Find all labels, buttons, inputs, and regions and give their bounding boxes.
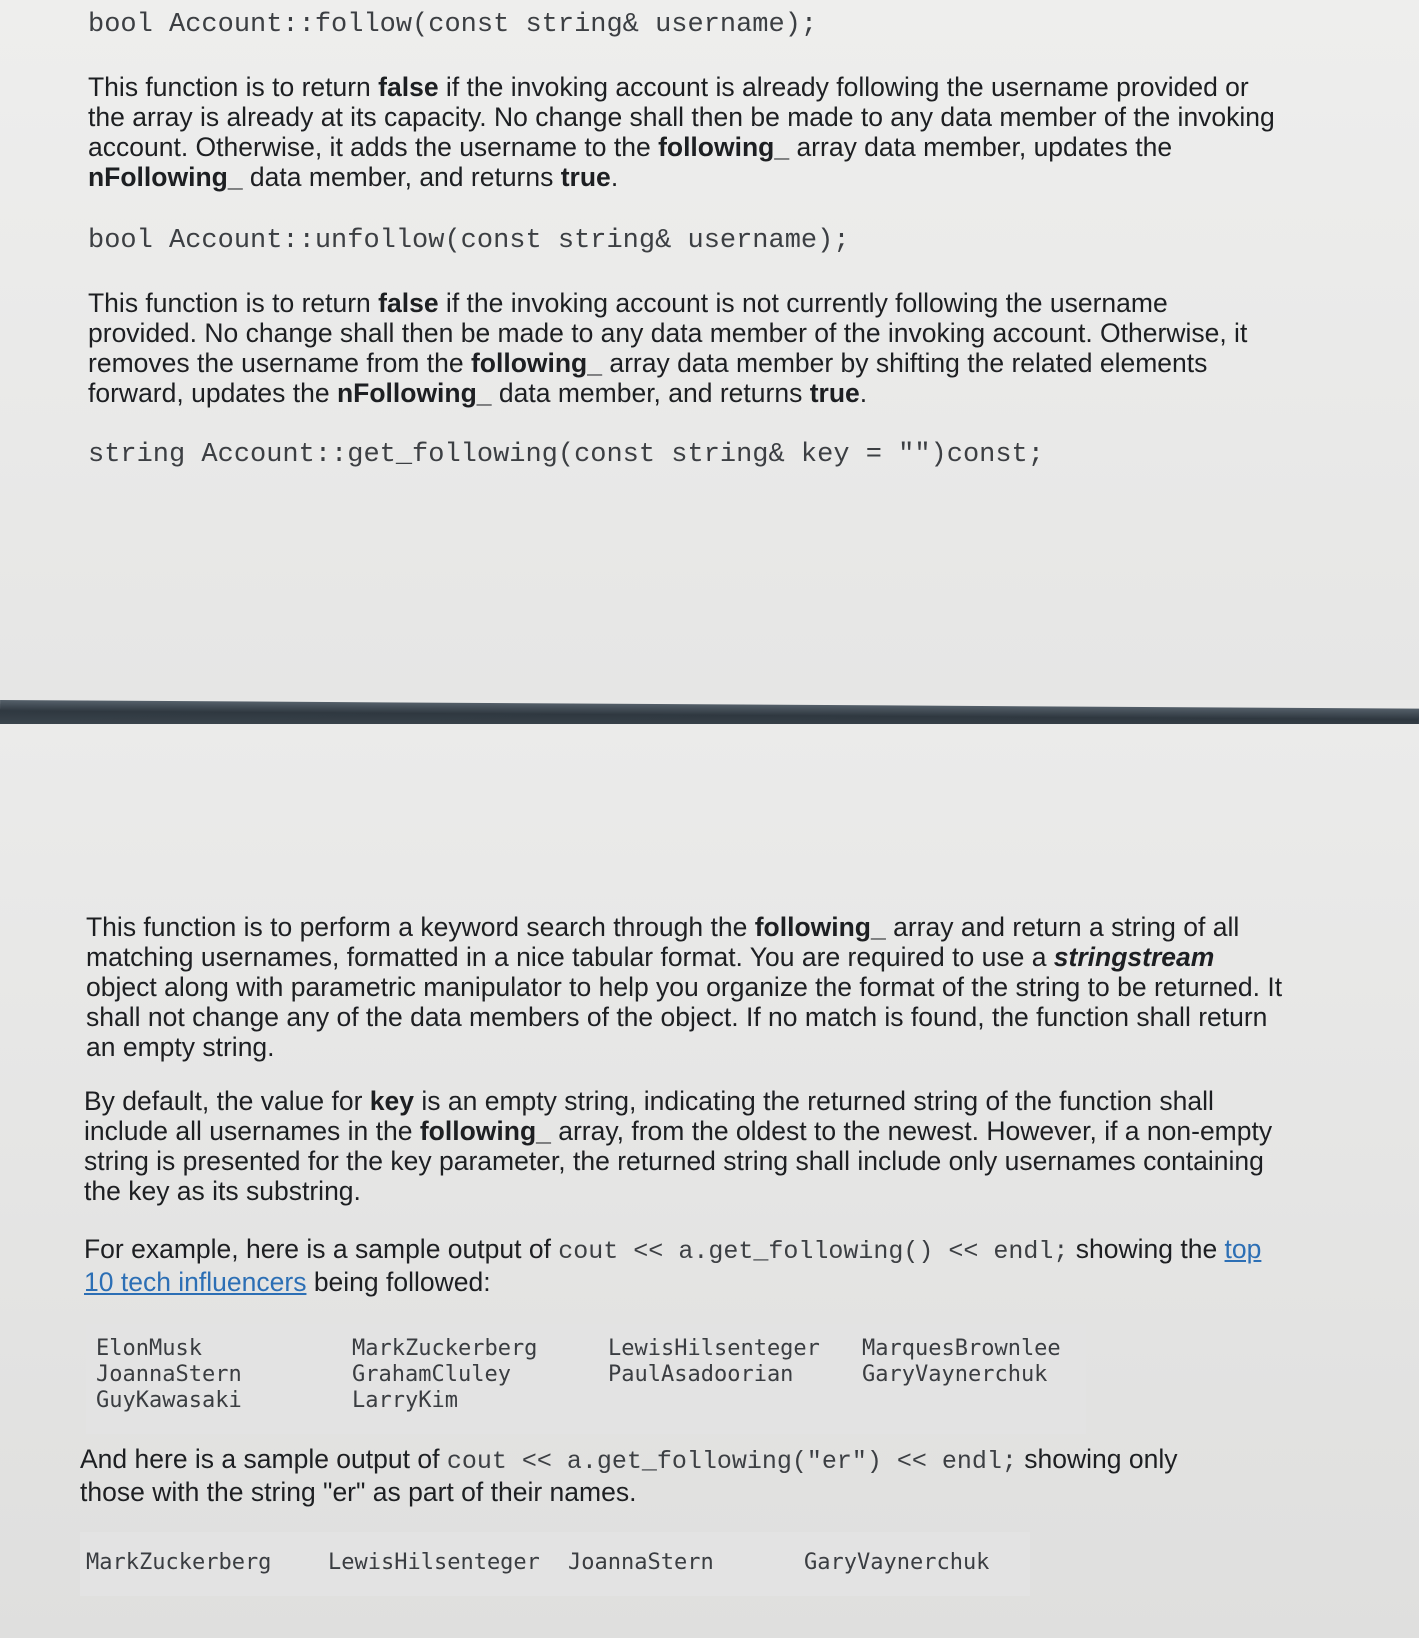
sample-output-all xyxy=(86,1324,1086,1434)
sample-output-filtered xyxy=(80,1532,1030,1596)
bottom-document-pane xyxy=(0,724,1419,1638)
sample-column-3 xyxy=(608,1336,820,1388)
username-cell: GaryVaynerchuk xyxy=(862,1362,1048,1387)
username-cell: LewisHilsenteger xyxy=(328,1550,540,1575)
top-10-influencers-link[interactable]: top 10 tech influencers xyxy=(84,1234,1262,1297)
get-following-signature: string Account::get_following(const string& key = "")const; xyxy=(88,440,1044,470)
sample-column-4 xyxy=(862,1336,1061,1388)
filtered-example-intro: And here is a sample output of cout << a.get_following("er") << endl; showing only those with the string "er" as part of their names. xyxy=(80,1444,1178,1507)
username-cell: PaulAsadoorian xyxy=(608,1362,794,1387)
username-cell: LewisHilsenteger xyxy=(608,1336,820,1361)
username-cell: JoannaStern xyxy=(96,1362,242,1387)
username-cell: GaryVaynerchuk xyxy=(804,1550,990,1575)
follow-signature: bool Account::follow(const string& username); xyxy=(88,10,818,40)
username-cell: JoannaStern xyxy=(568,1550,714,1575)
follow-description: This function is to return false if the invoking account is already following the username provided or the array is already at its capacity. No change shall then be made to any data member of the invoking account. Otherwise, it adds the username to the following_ array data member, updates the nFollowing_ data member, and returns true. xyxy=(88,72,1275,192)
get-following-description: This function is to perform a keyword search through the following_ array and return a string of all matching usernames, formatted in a nice tabular format. You are required to use a stringstream object along with parametric manipulator to help you organize the format of the string to be returned. It shall not change any of the data members of the object. If no match is found, the function shall return an empty string. xyxy=(86,912,1283,1062)
username-cell: MarkZuckerberg xyxy=(86,1550,272,1575)
unfollow-signature: bool Account::unfollow(const string& username); xyxy=(88,226,850,256)
username-cell: MarquesBrownlee xyxy=(862,1336,1061,1361)
example-intro: For example, here is a sample output of cout << a.get_following() << endl; showing the top 10 tech influencers being followed: xyxy=(84,1234,1262,1297)
username-cell: MarkZuckerberg xyxy=(352,1336,538,1361)
key-default-description: By default, the value for key is an empty string, indicating the returned string of the function shall include all usernames in the following_ array, from the oldest to the newest. However, if a non-empty string is presented for the key parameter, the returned string shall include only usernames containing the key as its substring. xyxy=(84,1086,1273,1206)
username-cell: ElonMusk xyxy=(96,1336,202,1361)
username-cell: GrahamCluley xyxy=(352,1362,511,1387)
username-cell: GuyKawasaki xyxy=(96,1388,242,1413)
top-document-pane xyxy=(0,0,1419,700)
sample-column-1 xyxy=(96,1336,242,1414)
unfollow-description: This function is to return false if the invoking account is not currently following the username provided. No change shall then be made to any data member of the invoking account. Otherwise, it removes the username from the following_ array data member by shifting the related elements forward, updates the nFollowing_ data member, and returns true. xyxy=(88,288,1248,408)
username-cell: LarryKim xyxy=(352,1388,458,1413)
sample-column-2 xyxy=(352,1336,537,1414)
